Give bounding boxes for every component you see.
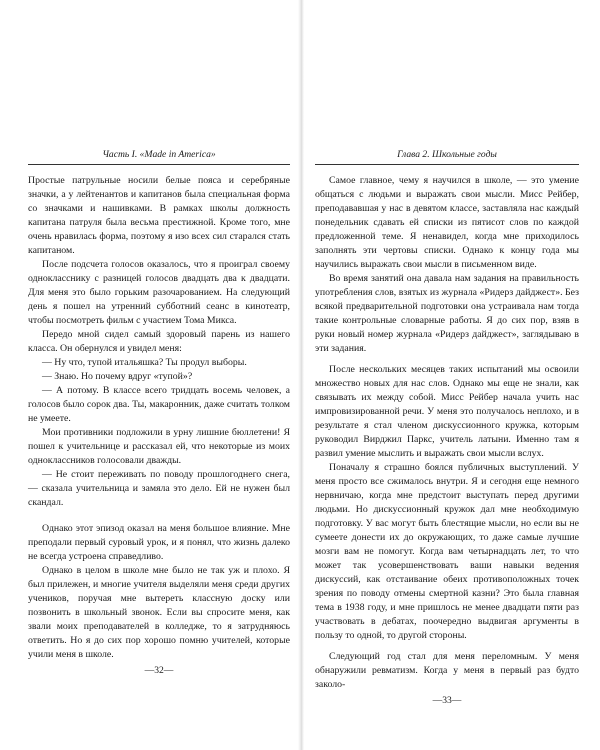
right-paragraph-3: После нескольких месяцев таких испытаний мы освоили множество новых для нас слов. Однако мы еще не знали, как связывать их между собой. Мисс Рейбер начала учить нас импровизированной речи. У меня это получалось неплохо, и в результате я стал членом дискуссионного кружка, которым руководил Вирджил Паркс, учитель латыни. Именно там я развил умение мыслить и выражать свои мысли вслух. xyxy=(315,364,579,459)
left-paragraph-3: Передо мной сидел самый здоровый парень из нашего класса. Он обернулся и увидел меня: xyxy=(28,329,290,354)
left-dialogue-3: — А потому. В классе всего тридцать восемь человек, а голосов было сорок два. Ты, макаронник, даже считать толком не умеете. xyxy=(28,385,290,424)
left-header-rule xyxy=(28,164,290,165)
right-header-rule xyxy=(315,164,579,165)
right-paragraph-4: Поначалу я страшно боялся публичных выступлений. У меня просто все сжималось внутри. Я и сегодня еще немного нервничаю, когда мне предстоит выступать перед другими людьми. Но дискуссионный кружок дал мне необходимую подготовку. У вас могут быть блестящие мысли, но если вы не сумеете донести их до окружающих, то даже самые лучшие мозги вам не помогут. Когда вам четырнадцать лет, то что может так усовершенствовать ваши навыки ведения дискуссий, как отстаивание обеих противоположных точек зрения по поводу отмены смертной казни? Это была главная тема в 1938 году, и мне пришлось не менее двадцати пяти раз участвовать в дебатах, поочередно выдвигая аргументы в пользу то одной, то другой стороны. xyxy=(315,462,579,641)
left-page-number: —32— xyxy=(144,665,174,676)
left-paragraph-1: Простые патрульные носили белые пояса и серебряные значки, а у лейтенантов и капитанов была специальная форма со значками и нашивками. В рамках школы должность капитана патруля была весьма престижной. Кроме того, мне очень нравилась форма, поэтому я изо всех сил старался стать капитаном. xyxy=(28,175,290,256)
left-paragraph-4: Мои противники подложили в урну лишние бюллетени! Я пошел к учительнице и рассказал ей, что некоторые из моих одноклассников голосовали дважды. xyxy=(28,427,290,466)
right-paragraph-5: Следующий год стал для меня переломным. У меня обнаружили ревматизм. Когда у меня в первый раз будто заколо- xyxy=(315,651,579,690)
left-page xyxy=(28,148,290,678)
right-running-header: Глава 2. Школьные годы xyxy=(397,149,497,160)
book-gutter xyxy=(298,0,304,750)
right-paragraph-1: Самое главное, чему я научился в школе, — это умение общаться с людьми и выражать свои мысли. Мисс Рейбер, преподававшая у нас в девятом классе, заставляла нас каждый понедельник сдавать ей списки из пятисот слов по каждой предложенной теме. Я ненавидел, когда мне приходилось заполнять эти чертовы списки. Однако к концу года мы научились выражать свои мысли в письменном виде. xyxy=(315,175,579,270)
left-dialogue-1: — Ну что, тупой итальяшка? Ты продул выборы. xyxy=(42,357,247,368)
left-paragraph-6: Однако в целом в школе мне было не так уж и плохо. Я был прилежен, и многие учителя выделяли меня среди других учеников, поручая мне вытереть классную доску или позвонить в школьный звонок. Если вы спросите меня, как звали моих преподавателей в колледже, то я затрудняюсь ответить. Но я до сих пор хорошо помню учителей, которые учили меня в школе. xyxy=(28,565,290,660)
left-paragraph-5: Однако этот эпизод оказал на меня большое влияние. Мне преподали первый суровый урок, и я понял, что жизнь далеко не всегда устроена справедливо. xyxy=(28,523,290,562)
right-page xyxy=(315,148,579,708)
left-dialogue-4: — Не стоит переживать по поводу прошлогоднего снега, — сказала учительница и замяла это дело. Ей не нужен был скандал. xyxy=(28,469,290,508)
left-paragraph-2: После подсчета голосов оказалось, что я проиграл своему однокласснику с разницей голосов двадцать два к двадцати. Для меня это было горьким разочарованием. На следующий день я пошел на утренний субботний сеанс в кинотеатр, чтобы посмотреть фильм с участием Тома Микса. xyxy=(28,259,290,326)
left-running-header: Часть I. «Made in America» xyxy=(102,149,216,160)
right-page-number: —33— xyxy=(432,695,462,706)
left-dialogue-2: — Знаю. Но почему вдруг «тупой»? xyxy=(42,371,193,382)
right-paragraph-2: Во время занятий она давала нам задания на правильность употребления слов, взятых из журнала «Ридерз дайджест». Без всякой предварительной подготовки она устраивала нам тогда такие контрольные словарные работы. Я до сих пор, взяв в руки новый номер журнала «Ридерз дайджест», заглядываю в эти задания. xyxy=(315,273,579,354)
